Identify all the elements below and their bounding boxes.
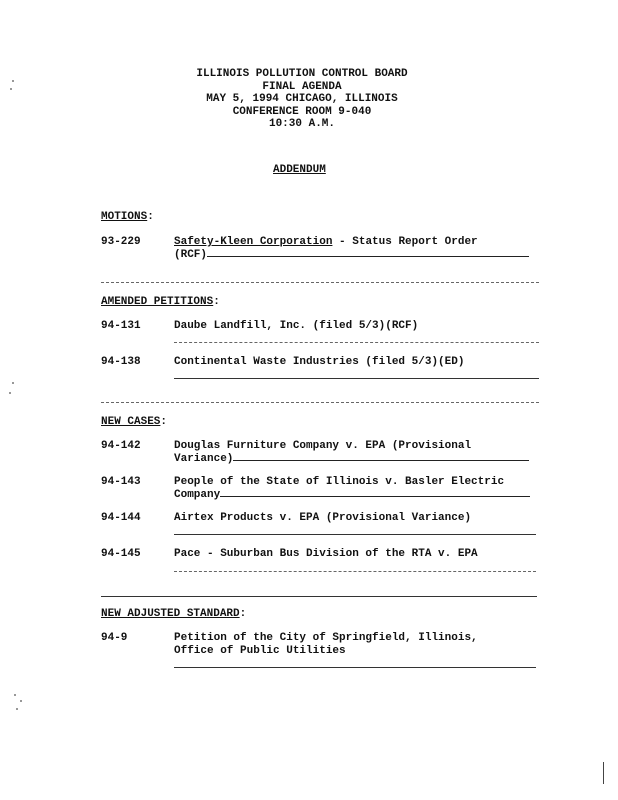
case-number-93-229: 93-229 (101, 236, 141, 248)
case-number-94-143: 94-143 (101, 476, 141, 488)
case-94-145-text: Pace - Suburban Bus Division of the RTA v. EPA (174, 548, 478, 560)
scan-speck (14, 694, 16, 696)
meeting-date-location: MAY 5, 1994 CHICAGO, ILLINOIS (206, 93, 398, 106)
case-94-142-line2: Variance) (174, 453, 234, 465)
scan-speck (9, 392, 11, 394)
case-93-229-fill-line (207, 256, 529, 257)
case-number-94-9: 94-9 (101, 632, 128, 644)
case-93-229-assignee: (RCF) (174, 249, 208, 261)
case-93-229-text (174, 236, 529, 262)
case-number-94-145: 94-145 (101, 548, 141, 560)
agenda-header (100, 68, 504, 131)
section-divider (101, 282, 539, 283)
case-94-131-text: Daube Landfill, Inc. (filed 5/3)(RCF) (174, 320, 419, 332)
section-divider (101, 596, 537, 597)
amended-petitions-heading: AMENDED PETITIONS: (101, 296, 220, 308)
case-94-142-text (174, 440, 529, 466)
case-94-142-fill-line (233, 460, 529, 461)
case-94-131-fill-line (174, 342, 539, 343)
case-94-138-text: Continental Waste Industries (filed 5/3)(ED) (174, 356, 465, 368)
motions-heading: MOTIONS: (101, 211, 154, 223)
scan-speck (12, 382, 14, 384)
case-94-143-line2: Company (174, 489, 221, 501)
section-divider (101, 402, 539, 403)
scan-speck (16, 708, 18, 710)
case-94-9-line2: Office of Public Utilities (174, 645, 346, 657)
case-number-94-131: 94-131 (101, 320, 141, 332)
meeting-room: CONFERENCE ROOM 9-040 (232, 105, 372, 118)
case-94-9-fill-line (174, 667, 536, 668)
case-94-143-fill-line (220, 496, 530, 497)
scan-speck (10, 88, 12, 90)
case-94-143-text (174, 476, 530, 502)
board-name: ILLINOIS POLLUTION CONTROL BOARD (196, 68, 408, 80)
case-94-9-text (174, 632, 478, 658)
case-number-94-138: 94-138 (101, 356, 141, 368)
case-94-145-fill-line (174, 571, 536, 572)
case-94-144-fill-line (174, 534, 536, 535)
case-93-229-desc: - Status Report Order (332, 236, 478, 248)
meeting-time: 10:30 A.M. (268, 118, 335, 131)
addendum-title: ADDENDUM (273, 164, 326, 176)
scan-speck (20, 700, 22, 702)
scan-edge-mark (603, 762, 604, 784)
new-cases-heading: NEW CASES: (101, 416, 168, 428)
case-number-94-144: 94-144 (101, 512, 141, 524)
case-94-142-line1: Douglas Furniture Company v. EPA (Provisional (174, 440, 472, 452)
new-adjusted-standard-heading: NEW ADJUSTED STANDARD: (101, 608, 247, 620)
case-94-143-line1: People of the State of Illinois v. Basler Electric (174, 476, 505, 488)
case-93-229-name: Safety-Kleen Corporation (174, 236, 333, 248)
scan-speck (12, 80, 14, 82)
case-94-9-line1: Petition of the City of Springfield, Illinois, (174, 632, 478, 644)
agenda-title: FINAL AGENDA (262, 80, 342, 93)
case-94-144-text: Airtex Products v. EPA (Provisional Variance) (174, 512, 472, 524)
case-number-94-142: 94-142 (101, 440, 141, 452)
case-94-138-fill-line (174, 378, 539, 379)
